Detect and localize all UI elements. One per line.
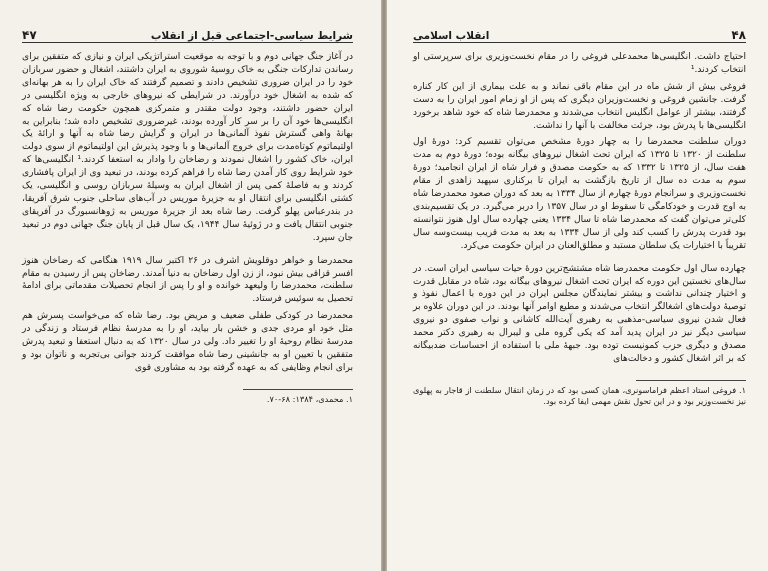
right-header-title: انقلاب اسلامی <box>413 30 490 42</box>
left-paragraph-3: محمدرضا در کودکی طفلی ضعیف و مریض بود. رضا شاه که می‌خواست پسرش هم مثل خود او مردی جدی و خشن بار بیاید، او را به مدرسهٔ نظام فرستاد و زندگی در مدرسهٔ نظام روحیهٔ او را تغییر داد. ولی در سال ۱۳۲۰ که به دنبال استعفا و تبعید پدرش متفقین با تعیین او به جانشینی رضا شاه موافقت کردند جوانی بی‌تجربه و ناتوان بود و برای انجام وظایفی که به عهده گرفته بود به مشاوری قوی <box>22 311 353 373</box>
right-paragraph-3: دوران سلطنت محمدرضا را به چهار دورهٔ مشخص می‌توان تقسیم کرد: دورهٔ اول سلطنت از ۱۳۲۰ تا ۱۳۲۵ که ایران تحت اشغال نیروهای بیگانه بوده؛ دورهٔ دوم به مدت هفت سال، از ۱۳۲۵ تا ۱۳۳۲ که به حکومت مصدق و فرار شاه از ایران انجامید؛ دورهٔ سوم به مدت ده سال از تاریخ بازگشت به ایران تا برکناری سپهبد زاهدی از مقام نخست‌وزیری و سرانجام دورهٔ چهارم از سال ۱۳۳۴ به بعد که دوران صعود محمدرضا شاه به اوج قدرت و خودکامگی تا سقوط او در سال ۱۳۵۷ را دربر می‌گیرد. در یک تقسیم‌بندی کلی‌تر می‌توان گفت که محمدرضا شاه تا سال ۱۳۳۴ یعنی چهارده سال اول هنوز نتوانسته بود قدرت پدرش را کسب کند ولی از سال ۱۳۳۴ به بعد به مدت قریب بیست‌وسه سال تقریباً با اختیارات یک سلطان مستبد و مطلق‌العنان در ایران حکومت می‌کرد. <box>413 137 746 251</box>
right-page-number: ۴۸ <box>731 28 746 42</box>
right-footnote-rule <box>636 380 746 381</box>
right-paragraph-2: فروغی بیش از شش ماه در این مقام باقی نماند و به علت بیماری از این کار کناره گرفت. جانشین فروغی و نخست‌وزیران دیگری که پس از او زمام امور ایران را به دست گرفتند، بیشتر از عوامل انگلیس انتخاب می‌شدند و محمدرضا شاه که خود شاهد برخورد انگلیسی‌ها با پدرش بود، جرئت مخالفت با آنها را نداشت. <box>413 81 746 131</box>
left-page <box>0 0 381 571</box>
right-footnote: ۱. فروغی استاد اعظم فراماسونری، همان کسی بود که در زمان انتقال سلطنت از قاجار به پهلوی نیز نخست‌وزیر بود و در این تحول نقش مهمی ایفا کرده بود. <box>413 384 746 406</box>
right-paragraph-4: چهارده سال اول حکومت محمدرضا شاه مشتشج‌ترین دورهٔ حیات سیاسی ایران است. در سال‌های نخستین این دوره که ایران تحت اشغال نیروهای بیگانه بود، شاه در مقابل قدرت و اختیار چندانی نداشت و بیشتر نمایندگان مجلس ایران در این دوره با اعمال نفوذ و توصیهٔ دولت‌های اشغالگر انتخاب می‌شدند و مطیع اوامر آنها بودند. در این دوران علاوه بر فعال شدن نیروی سیاسی-مذهبی به رهبری آیت‌الله کاشانی و نواب صفوی دو نیروی سیاسی دیگر نیز در ایران پدید آمد که یکی گروه ملی و لیبرال به رهبری دکتر محمد مصدق و دیگری حزب کمونیست توده بود. جبههٔ ملی با استفاده از احساسات ضدبیگانه که بر اثر اشغال کشور و دخالت‌های <box>413 263 746 364</box>
left-page-number: ۴۷ <box>22 28 37 42</box>
left-header-title: شرایط سیاسی-اجتماعی قبل از انقلاب <box>150 30 353 42</box>
right-paragraph-1: احتیاج داشت. انگلیسی‌ها محمدعلی فروغی را در مقام نخست‌وزیری برای سرپرستی او انتخاب کردند.¹ <box>413 52 746 75</box>
right-page <box>387 0 768 571</box>
left-footnote: ۱. محمدی، ۱۳۸۴: ۶۸-۷۰. <box>266 393 353 404</box>
left-paragraph-1: در آغاز جنگ جهانی دوم و با توجه به موقعیت استراتژیکی ایران و نیازی که متفقین برای رساندن تدارکات جنگی به خاک روسیهٔ شوروی به ایران داشتند، اشغال و حضور سربازان خود را در ایران ضروری تشخیص دادند و تصمیم گرفتند که خاک ایران را به هر بهانه‌ای که شده به اشغال خود درآورند. در شرایطی که نیروهای خارجی به ویژه انگلیسی در ایران حضور داشتند، وجود دولت مقتدر و متمرکزی همچون حکومت رضا شاه که انگلیسی‌ها خود آن را بر سر کار آورده بودند، غیرضروری تشخیص داده شد؛ بنابراین به بهانهٔ واهی گسترش نفوذ آلمانی‌ها در ایران و گرایش رضا شاه به آنها و ارائهٔ یک اولتیماتوم کوتاه‌مدت برای خروج آلمانی‌ها و با وجود پذیرش این اولتیماتوم از سوی دولت ایران، خاک کشور را اشغال نمودند و رضاخان را وادار به استعفا کردند.¹ انگلیسی‌ها که خود شرایط روی کار آمدن رضا شاه را فراهم کرده بودند، در تبعید وی از ایران پافشاری کردند و به فاصلهٔ کمی پس از اشغال ایران به وسیلهٔ سربازان روسی و انگلیسی، یک کشتی انگلیسی برای انتقال او به جزیرهٔ موریس در آب‌های ساحلی جنوب شرق آفریقا، در بندرعباس پهلو گرفت. رضا شاه بعد از جزیرهٔ موریس به ژوهانسبورگ در آفریقای جنوبی انتقال یافت و در ژوئیهٔ سال ۱۹۴۴، یک سال قبل از پایان جنگ جهانی دوم در تبعید جان سپرد. <box>22 52 354 243</box>
left-paragraph-2: محمدرضا و خواهر دوقلویش اشرف در ۲۶ اکتبر سال ۱۹۱۹ هنگامی که رضاخان هنوز افسر قزاقی بیش نبود، از زن اول رضاخان به دنیا آمدند. رضاخان پس از رسیدن به مقام سلطنت، محمدرضا را ولیعهد خوانده و او را پس از انجام تحصیلات مقدماتی برای ادامهٔ تحصیل به سوئیس فرستاد. <box>22 255 354 305</box>
left-page-header <box>22 6 353 43</box>
left-footnote-rule <box>243 389 353 390</box>
right-page-header <box>413 6 746 43</box>
